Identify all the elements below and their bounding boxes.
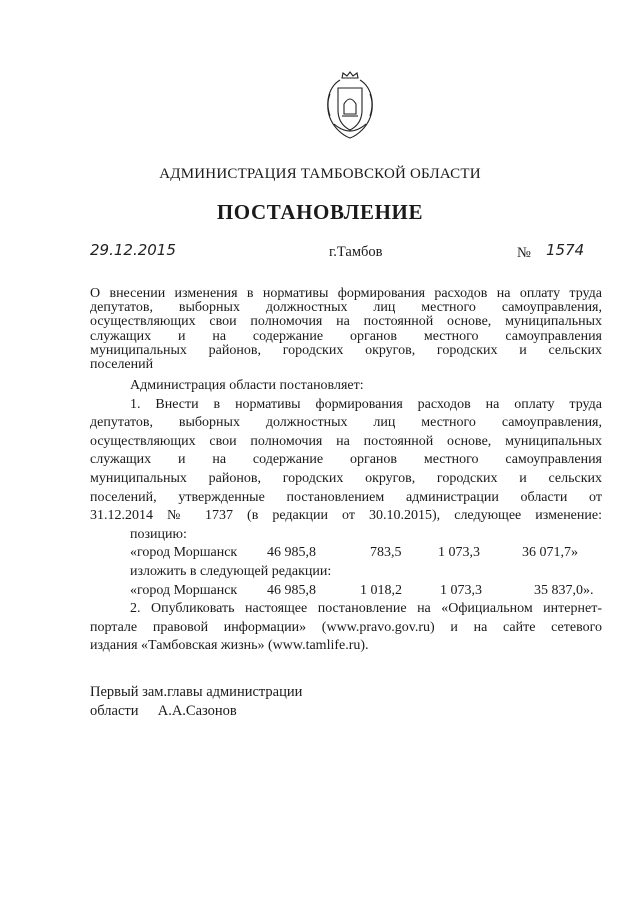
tambov-coat-of-arms-icon bbox=[320, 68, 380, 142]
document-number-label: № bbox=[517, 245, 531, 261]
row-cell-name: «город Моршанск bbox=[130, 582, 238, 598]
document-number: 1574 bbox=[546, 241, 585, 259]
signature-block bbox=[90, 683, 302, 721]
document-type-title: ПОСТАНОВЛЕНИЕ bbox=[216, 200, 424, 224]
row-cell-value: 1 018,2 bbox=[360, 582, 402, 598]
document-date: 29.12.2015 bbox=[90, 241, 176, 259]
subject-line: депутатов, выборных должностных лиц местного самоуправления, bbox=[90, 300, 602, 316]
new-edition-label: изложить в следующей редакции: bbox=[130, 563, 332, 579]
row-cell-name: «город Моршанск bbox=[130, 545, 238, 561]
subject-line: муниципальных районов, городских округов, городских и сельских bbox=[90, 342, 602, 358]
intro-line: Администрация области постановляет: bbox=[130, 378, 364, 393]
clause-line: издания «Тамбовская жизнь» (www.tamlife.ru). bbox=[90, 638, 369, 654]
clause-line: 31.12.2014 № 1737 (в редакции от 30.10.2015), следующее изменение: bbox=[90, 508, 602, 524]
signatory-position-cont: области bbox=[90, 703, 139, 719]
table-row-new bbox=[90, 582, 602, 601]
subject-line: поселений bbox=[90, 357, 154, 373]
signatory-name: А.А.Сазонов bbox=[157, 703, 237, 719]
clause-line: депутатов, выборных должностных лиц местного самоуправления, bbox=[90, 415, 602, 431]
clause-line: портале правовой информации» (www.pravo.gov.ru) и на сайте сетевого bbox=[90, 619, 602, 635]
row-cell-value: 783,5 bbox=[370, 545, 402, 561]
subject-line: О внесении изменения в нормативы формирования расходов на оплату труда bbox=[90, 286, 602, 301]
administration-title: АДМИНИСТРАЦИЯ ТАМБОВСКОЙ ОБЛАСТИ bbox=[159, 166, 481, 182]
document-subject bbox=[90, 287, 602, 372]
clause-2 bbox=[90, 600, 602, 656]
clause-line: осуществляющих свои полномочия на постоянной основе, муниципальных bbox=[90, 433, 602, 449]
clause-line: 1. Внести в нормативы формирования расходов на оплату труда bbox=[130, 396, 602, 412]
document-city: г.Тамбов bbox=[329, 244, 383, 260]
signatory-position: Первый зам.главы администрации bbox=[90, 684, 303, 700]
row-cell-value: 46 985,8 bbox=[267, 545, 316, 561]
document-body bbox=[90, 377, 602, 656]
clause-line: 2. Опубликовать настоящее постановление на «Официальном интернет- bbox=[130, 601, 602, 617]
clause-1 bbox=[90, 396, 602, 526]
table-row-old bbox=[90, 544, 602, 563]
position-label: позицию: bbox=[130, 526, 187, 542]
clause-line: поселений, утвержденные постановлением администрации области от bbox=[90, 489, 602, 505]
clause-line: служащих и на содержание органов местного самоуправления bbox=[90, 452, 602, 468]
clause-line: муниципальных районов, городских округов, городских и сельских bbox=[90, 470, 602, 486]
subject-line: осуществляющих свои полномочия на постоянной основе, муниципальных bbox=[90, 314, 602, 330]
subject-line: служащих и на содержание органов местного самоуправления bbox=[90, 328, 602, 344]
row-cell-value: 1 073,3 bbox=[440, 582, 482, 598]
row-cell-value: 46 985,8 bbox=[267, 582, 316, 598]
row-cell-value: 1 073,3 bbox=[438, 545, 480, 561]
row-cell-value: 36 071,7» bbox=[522, 545, 578, 561]
row-cell-value: 35 837,0». bbox=[534, 582, 594, 598]
